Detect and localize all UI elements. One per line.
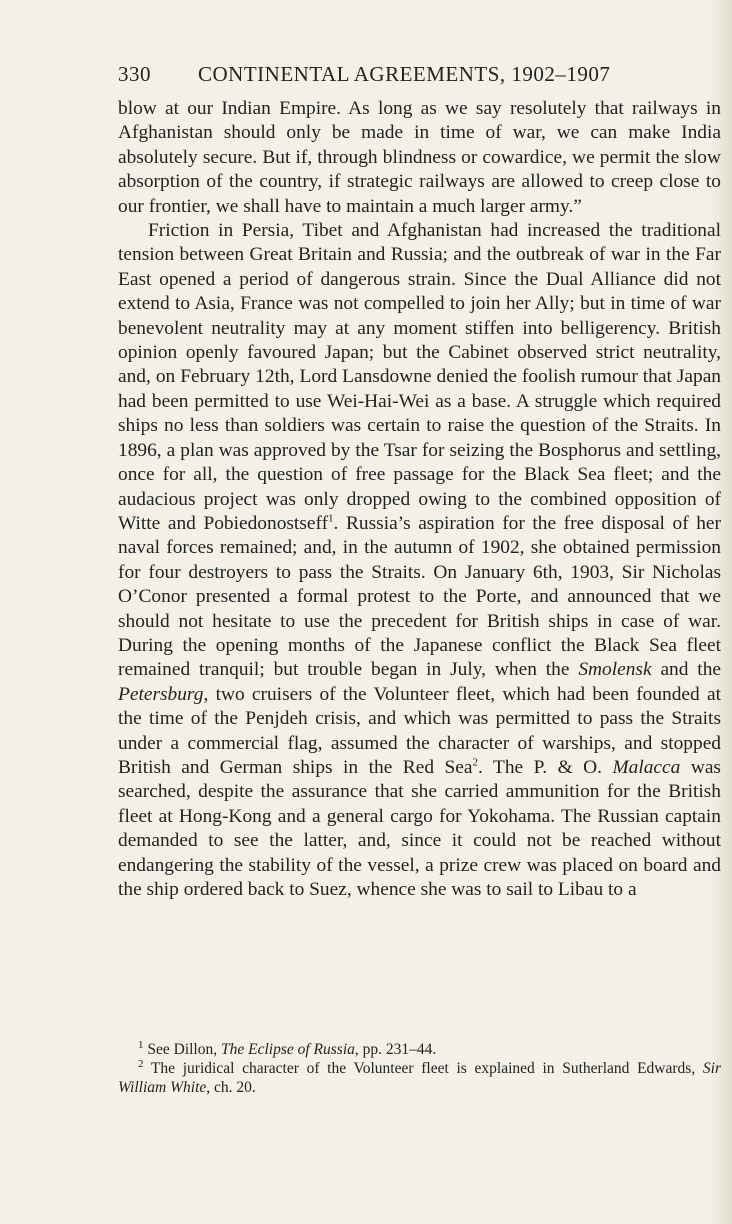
text-run: Friction in Persia, Tibet and Afghanistan had increased the traditional tension between Great Britain and Russia; and the outbreak of war in the Far East opened a period of dangerous strain. Since the Dual Alliance did not extend to Asia, France was not compelled to join her Ally; but in time of war benevolent neutrality may at any moment stiffen into belligerency. British opinion openly favoured Japan; but the Cabinet observed strict neutrality, and, on February 12th, Lord Lansdowne denied the foolish rumour that Japan had been permitted to use Wei-Hai-Wei as a base. A struggle which required ships no less than soldiers was certain to raise the question of the Straits. In 1896, a plan was approved by the Tsar for seizing the Bosphorus and settling, once for all, the question of free passage for the Black Sea fleet; and the audacious project was only dropped owing to the combined opposition of Witte and Pobiedonostseff bbox=[118, 220, 721, 534]
footnote-text: , ch. 20. bbox=[206, 1079, 256, 1096]
footnote-ref: 2 bbox=[472, 756, 479, 769]
running-header bbox=[118, 62, 678, 87]
footnote-text: See Dillon, bbox=[143, 1041, 221, 1058]
book-title: The Eclipse of Russia bbox=[221, 1041, 355, 1058]
footnote-ref: 1 bbox=[328, 512, 334, 525]
paragraph: blow at our Indian Empire. As long as we say resolutely that railways in Afghanistan should only be made in time of war, we can make India absolutely secure. But if, through blindness or cowardice, we permit the slow absorption of the country, if strategic railways are allowed to creep close to our frontier, we shall have to maintain a much larger army.” bbox=[118, 98, 721, 217]
text-run: was searched, despite the assurance that she carried ammunition for the British fleet at Hong-Kong and a general cargo for Yokohama. The Russian captain demanded to see the latter, and, since it could not be reached without endangering the stability of the vessel, a prize crew was placed on board and the ship ordered back to Suez, whence she was to sail to Libau to a bbox=[118, 756, 721, 900]
ship-name: Petersburg bbox=[118, 683, 204, 705]
text-run: and the bbox=[651, 659, 721, 681]
running-title: CONTINENTAL AGREEMENTS, 1902–1907 bbox=[198, 62, 611, 86]
footnote-text: The juridical character of the Volunteer fleet is explained in Sutherland Edwards, bbox=[143, 1060, 703, 1077]
ship-name: Smolensk bbox=[578, 659, 652, 681]
footnote-mark: 1 bbox=[138, 1038, 144, 1051]
paragraph bbox=[118, 219, 721, 902]
footnote-mark: 2 bbox=[138, 1057, 144, 1070]
text-run: , two cruisers of the Volunteer fleet, which had been founded at the time of the Penjdeh crisis, and which was permitted to pass the Straits under a commercial flag, assumed the character of warships, and stopped British and German ships in the Red Sea bbox=[118, 683, 721, 778]
footnote bbox=[118, 1059, 721, 1097]
footnotes bbox=[118, 1040, 721, 1097]
footnote-text: , pp. 231–44. bbox=[354, 1041, 437, 1058]
main-text bbox=[118, 97, 721, 902]
footnote bbox=[118, 1040, 721, 1059]
text-run: . The P. & O. bbox=[478, 756, 613, 778]
book-title: Sir William White bbox=[118, 1060, 721, 1096]
text-run: . Russia’s aspiration for the free disposal of her naval forces remained; and, in the autumn of 1902, she obtained permission for four destroyers to pass the Straits. On January 6th, 1903, Sir Nicholas O’Conor presented a formal protest to the Porte, and announced that we should not hesitate to use the precedent for British ships in case of war. During the opening months of the Japanese conflict the Black Sea fleet remained tranquil; but trouble began in July, when the bbox=[118, 512, 721, 681]
ship-name: Malacca bbox=[612, 756, 681, 778]
page-number: 330 bbox=[118, 62, 151, 86]
